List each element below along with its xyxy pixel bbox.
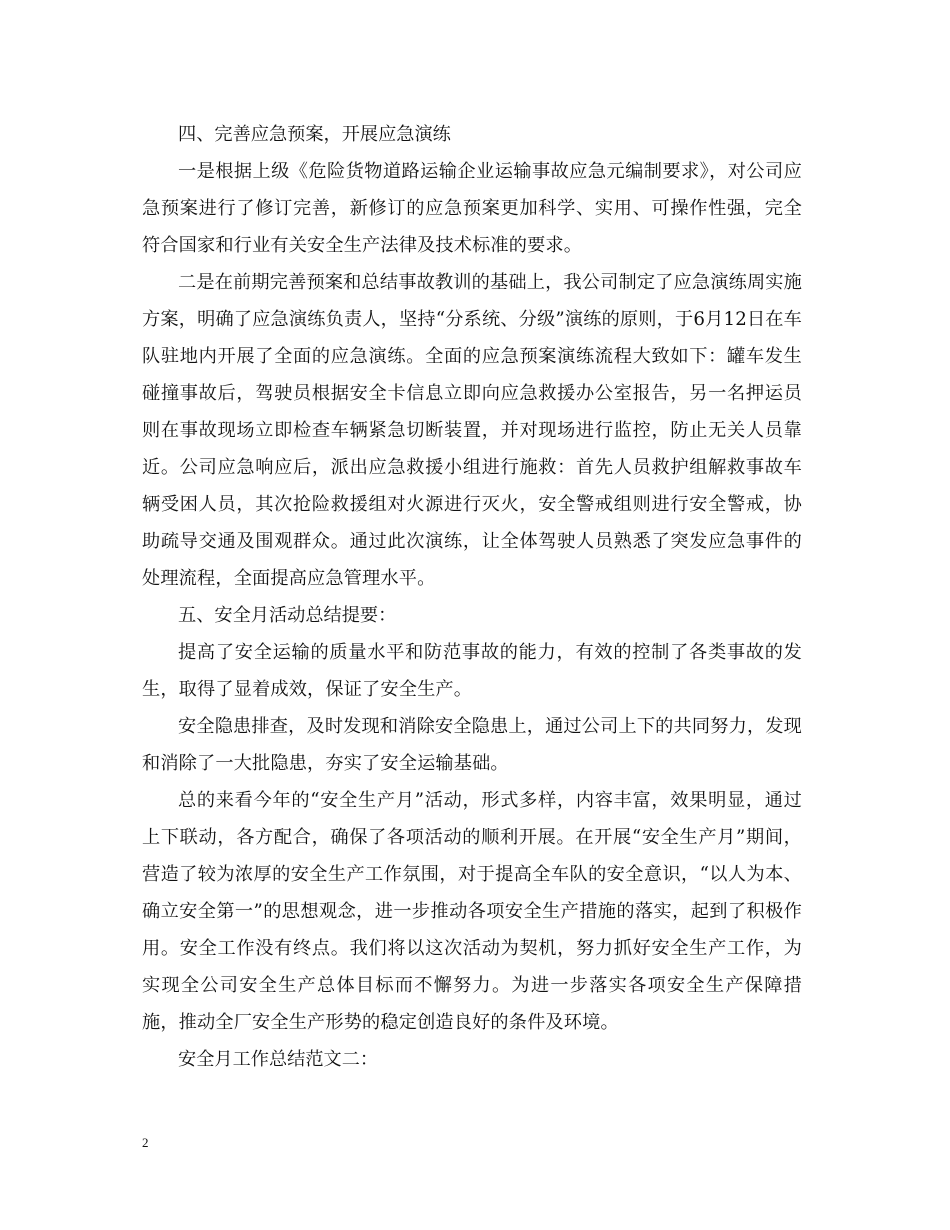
paragraph-quality-improvement: 提高了安全运输的质量水平和防范事故的能力，有效的控制了各类事故的发生，取得了显着成效，保证了安全生产。	[142, 642, 802, 700]
paragraph-overall-summary: 总的来看今年的“安全生产月”活动，形式多样，内容丰富，效果明显，通过上下联动，各方配合，确保了各项活动的顺利开展。在开展“安全生产月”期间，营造了较为浓厚的安全生产工作氛围，对于提高全车队的安全意识，“以人为本、确立安全第一”的思想观念，进一步推动各项安全生产措施的落实，起到了积极作用。安全工作没有终点。我们将以这次活动为契机，努力抓好安全生产工作，为实现全公司安全生产总体目标而不懈努力。为进一步落实各项安全生产保障措施，推动全厂安全生产形势的稳定创造良好的条件及环境。	[142, 790, 802, 1033]
paragraph-plan-revision: 一是根据上级《危险货物道路运输企业运输事故应急元编制要求》，对公司应急预案进行了修订完善，新修订的应急预案更加科学、实用、可操作性强，完全符合国家和行业有关安全生产法律及技术标准的要求。	[142, 161, 802, 256]
paragraph-drill-implementation: 二是在前期完善预案和总结事故教训的基础上，我公司制定了应急演练周实施方案，明确了应急演练负责人，坚持“分系统、分级”演练的原则，于6月12日在车队驻地内开展了全面的应急演练。全面的应急预案演练流程大致如下：罐车发生碰撞事故后，驾驶员根据安全卡信息立即向应急救援办公室报告，另一名押运员则在事故现场立即检查车辆紧急切断装置，并对现场进行监控，防止无关人员靠近。公司应急响应后，派出应急救援小组进行施救：首先人员救护组解救事故车辆受困人员，其次抢险救援组对火源进行灭火，安全警戒组则进行安全警戒，协助疏导交通及围观群众。通过此次演练，让全体驾驶人员熟悉了突发应急事件的处理流程，全面提高应急管理水平。	[142, 272, 802, 589]
paragraph-hazard-inspection: 安全隐患排查，及时发现和消除安全隐患上，通过公司上下的共同努力，发现和消除了一大批隐患，夯实了安全运输基础。	[142, 716, 802, 774]
section-heading-five: 五、安全月活动总结提要：	[178, 605, 397, 626]
sample-two-heading: 安全月工作总结范文二：	[178, 1049, 379, 1070]
section-heading-four: 四、完善应急预案，开展应急演练	[178, 124, 451, 145]
page-number: 2	[142, 1135, 149, 1150]
document-body	[142, 116, 802, 1078]
